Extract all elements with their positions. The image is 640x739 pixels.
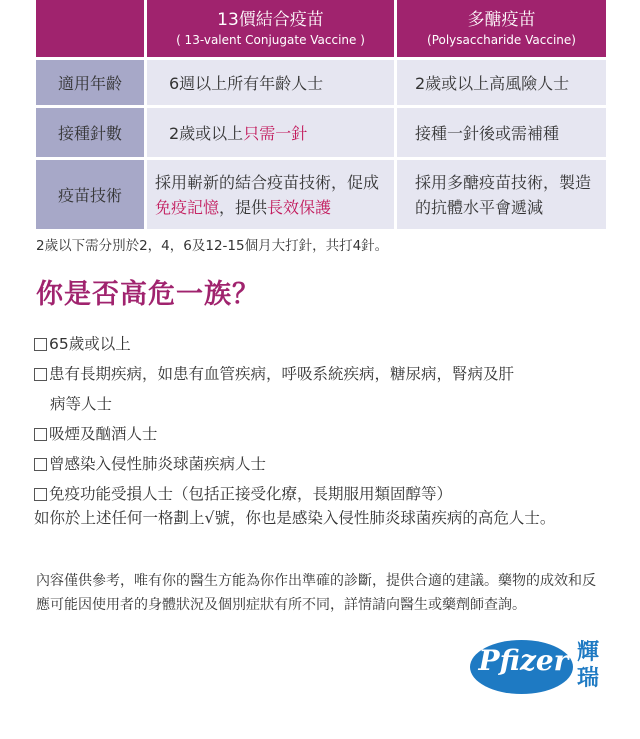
risk-checklist	[34, 329, 614, 531]
checkbox-icon[interactable]	[34, 428, 47, 441]
row-label: 接種針數	[36, 108, 147, 160]
checklist-item[interactable]	[34, 449, 614, 479]
conjugate-cell	[147, 108, 397, 160]
logo-chinese-char: 輝	[577, 640, 600, 665]
header-polysaccharide-subtitle: (Polysaccharide Vaccine)	[427, 32, 576, 47]
header-empty-cell	[36, 0, 147, 60]
conjugate-text: 2歲或以上	[169, 124, 244, 143]
page-heading: 你是否高危一族？	[36, 279, 260, 310]
header-polysaccharide-title: 多醣疫苗	[467, 9, 536, 30]
table-row-technology	[36, 160, 606, 232]
dosage-note: 2歲以下需分別於2，4，6及12-15個月大打針，共打4針。	[36, 238, 389, 254]
header-conjugate-title: 13價結合疫苗	[217, 9, 324, 30]
logo-chinese-char: 瑞	[577, 666, 600, 691]
checklist-item-label: 吸煙及酗酒人士	[49, 425, 158, 443]
polysaccharide-cell: 接種一針後或需補種	[397, 108, 606, 160]
checklist-item-label: 65歲或以上	[49, 335, 131, 353]
checkbox-icon[interactable]	[34, 368, 47, 381]
checkbox-icon[interactable]	[34, 458, 47, 471]
conjugate-text: 採用嶄新的結合疫苗技術，促成	[155, 173, 380, 192]
checkbox-icon[interactable]	[34, 338, 47, 351]
conjugate-text: ，提供	[219, 198, 268, 217]
logo-chinese-text	[577, 640, 599, 692]
pfizer-logo	[470, 634, 610, 694]
highlight-text: 長效保護	[267, 198, 332, 217]
polysaccharide-cell: 2歲或以上高風險人士	[397, 60, 606, 108]
logo-brand-text: Pfizer	[478, 644, 569, 677]
polysaccharide-cell: 採用多醣疫苗技術，製造的抗體水平會遞減	[397, 160, 606, 232]
highlight-text: 免疫記憶	[155, 198, 220, 217]
checklist-item-label: 患有長期疾病，如患有血管疾病，呼吸系統疾病，糖尿病，腎病及肝	[49, 365, 515, 383]
conjugate-cell	[147, 160, 397, 232]
checklist-item-continuation: 病等人士	[50, 395, 113, 413]
checklist-item[interactable]	[34, 329, 614, 359]
table-row-age	[36, 60, 606, 108]
vaccine-comparison-table	[36, 0, 606, 232]
row-label: 疫苗技術	[36, 160, 147, 232]
table-row-doses	[36, 108, 606, 160]
header-conjugate-subtitle: ( 13-valent Conjugate Vaccine )	[176, 32, 365, 47]
checklist-item-label: 免疫功能受損人士（包括正接受化療，長期服用類固醇等）	[49, 485, 453, 503]
advice-text: 如你於上述任何一格劃上√號，你也是感染入侵性肺炎球菌疾病的高危人士。	[34, 509, 556, 527]
checklist-item[interactable]	[34, 419, 614, 449]
checkbox-icon[interactable]	[34, 488, 47, 501]
table-header-row	[36, 0, 606, 60]
conjugate-cell: 6週以上所有年齡人士	[147, 60, 397, 108]
header-polysaccharide	[397, 0, 606, 60]
disclaimer-text: 內容僅供參考，唯有你的醫生方能為你作出準確的診斷，提供合適的建議。藥物的成效和反應可能因使用者的身體狀況及個別症狀有所不同，詳情請向醫生或藥劑師查詢。	[36, 573, 596, 613]
highlight-text: 只需一針	[243, 124, 308, 143]
checklist-item-label: 曾感染入侵性肺炎球菌疾病人士	[49, 455, 267, 473]
checklist-item[interactable]	[34, 359, 614, 389]
row-label: 適用年齡	[36, 60, 147, 108]
header-conjugate	[147, 0, 397, 60]
